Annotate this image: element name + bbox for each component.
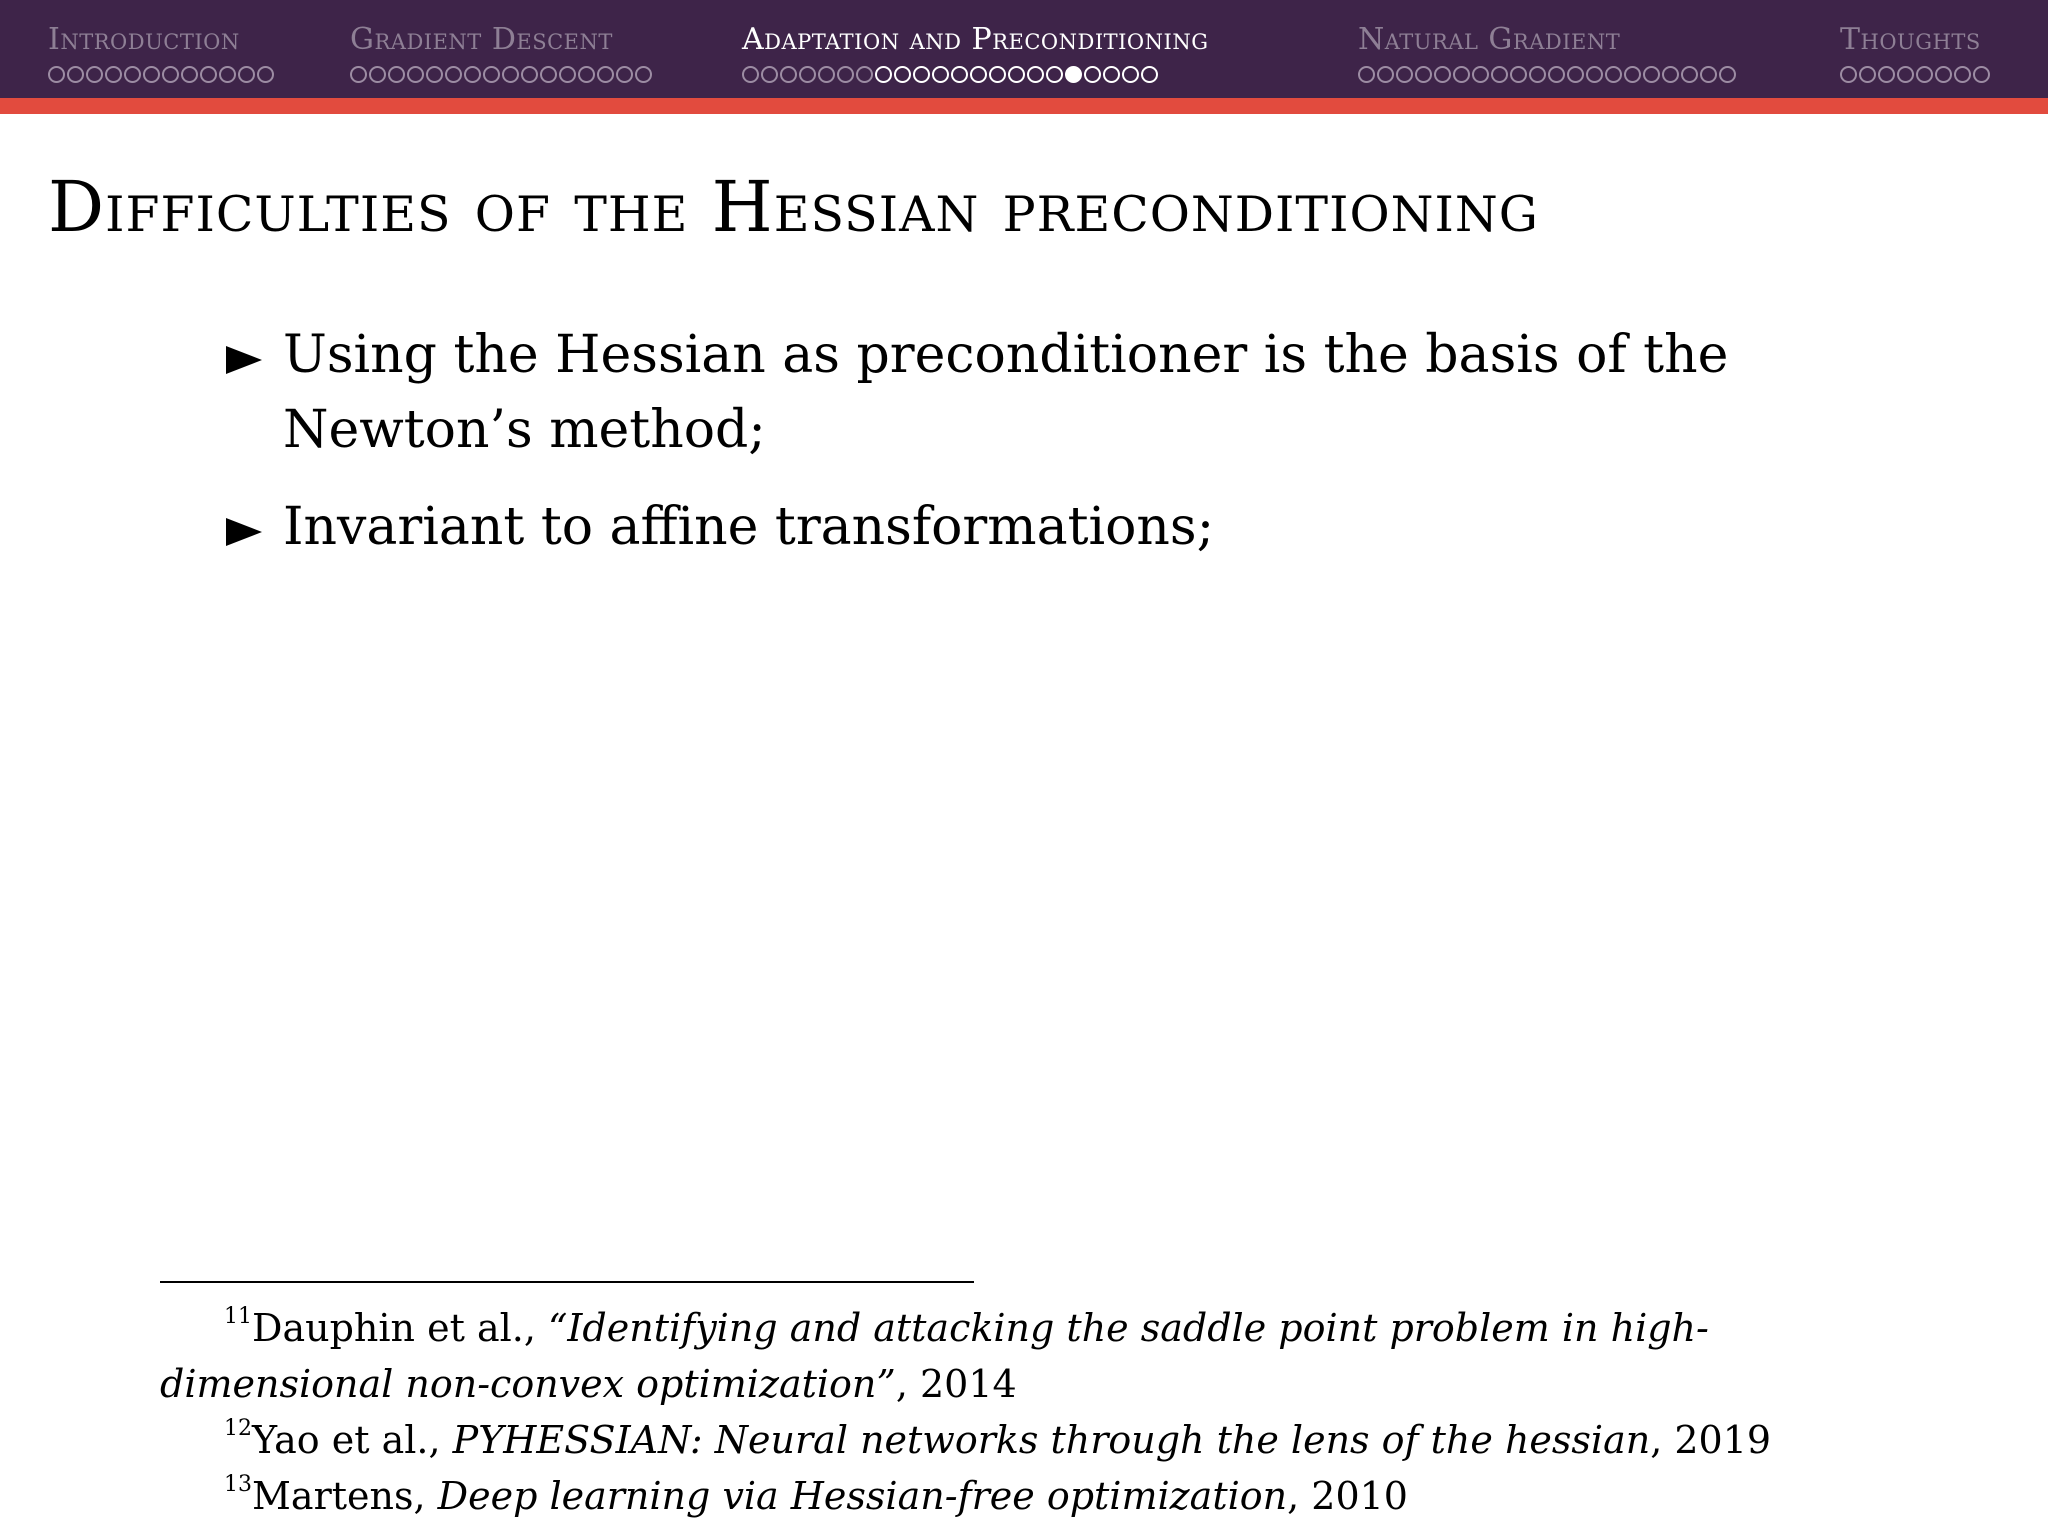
nav-dot[interactable]	[894, 66, 911, 83]
nav-dot[interactable]	[181, 66, 198, 83]
bullet-item	[226, 318, 1846, 468]
nav-dot[interactable]	[875, 66, 892, 83]
navigation-bar	[0, 0, 2048, 98]
nav-section-title[interactable]: Thoughts	[1840, 22, 1981, 57]
nav-section-title[interactable]: Introduction	[48, 22, 240, 57]
nav-dot[interactable]	[951, 66, 968, 83]
nav-dot-current[interactable]	[1065, 66, 1082, 83]
nav-dot[interactable]	[219, 66, 236, 83]
footnote-work: “Identifying and attacking the saddle point problem in high-dimensional non-convex optimization”	[160, 1306, 1709, 1406]
nav-dot[interactable]	[597, 66, 614, 83]
nav-dot[interactable]	[388, 66, 405, 83]
nav-dot[interactable]	[1935, 66, 1952, 83]
footnote-rule	[160, 1281, 974, 1283]
nav-dot[interactable]	[1567, 66, 1584, 83]
nav-dot[interactable]	[521, 66, 538, 83]
nav-dot[interactable]	[540, 66, 557, 83]
nav-dot[interactable]	[856, 66, 873, 83]
nav-dot[interactable]	[1396, 66, 1413, 83]
nav-dot[interactable]	[799, 66, 816, 83]
nav-dot[interactable]	[1358, 66, 1375, 83]
nav-dot[interactable]	[502, 66, 519, 83]
nav-dot[interactable]	[48, 66, 65, 83]
nav-dot[interactable]	[1624, 66, 1641, 83]
footnote-number: 12	[224, 1416, 252, 1441]
nav-section-dots	[48, 66, 274, 83]
nav-dot[interactable]	[970, 66, 987, 83]
nav-dot[interactable]	[1529, 66, 1546, 83]
nav-dot[interactable]	[407, 66, 424, 83]
nav-dot[interactable]	[1510, 66, 1527, 83]
footnote-year: , 2014	[895, 1362, 1017, 1406]
accent-stripe	[0, 98, 2048, 114]
nav-dot[interactable]	[1141, 66, 1158, 83]
nav-dot[interactable]	[1122, 66, 1139, 83]
nav-dot[interactable]	[1586, 66, 1603, 83]
bullet-triangle-icon	[226, 518, 262, 546]
footnote-work: Deep learning via Hessian-free optimization	[437, 1474, 1288, 1518]
nav-dot[interactable]	[1859, 66, 1876, 83]
nav-section-dots	[350, 66, 652, 83]
nav-dot[interactable]	[238, 66, 255, 83]
nav-section-title[interactable]: Gradient Descent	[350, 22, 613, 57]
nav-dot[interactable]	[67, 66, 84, 83]
nav-section-dots	[1358, 66, 1736, 83]
nav-section-dots	[1840, 66, 1990, 83]
nav-dot[interactable]	[1954, 66, 1971, 83]
nav-dot[interactable]	[1377, 66, 1394, 83]
nav-dot[interactable]	[1434, 66, 1451, 83]
nav-dot[interactable]	[1027, 66, 1044, 83]
bullet-text: Invariant to affine transformations;	[283, 497, 1215, 557]
nav-dot[interactable]	[818, 66, 835, 83]
nav-dot[interactable]	[200, 66, 217, 83]
nav-dot[interactable]	[742, 66, 759, 83]
nav-dot[interactable]	[1103, 66, 1120, 83]
nav-dot[interactable]	[1897, 66, 1914, 83]
footnote-author: Yao et al.,	[252, 1418, 453, 1462]
footnote-year: , 2010	[1287, 1474, 1408, 1518]
nav-dot[interactable]	[257, 66, 274, 83]
nav-dot[interactable]	[989, 66, 1006, 83]
nav-dot[interactable]	[483, 66, 500, 83]
nav-dot[interactable]	[124, 66, 141, 83]
bullet-triangle-icon	[226, 346, 262, 374]
nav-dot[interactable]	[1700, 66, 1717, 83]
footnote	[160, 1468, 1880, 1524]
nav-dot[interactable]	[162, 66, 179, 83]
nav-dot[interactable]	[369, 66, 386, 83]
nav-dot[interactable]	[1681, 66, 1698, 83]
nav-dot[interactable]	[761, 66, 778, 83]
nav-dot[interactable]	[1643, 66, 1660, 83]
nav-dot[interactable]	[616, 66, 633, 83]
nav-dot[interactable]	[559, 66, 576, 83]
footnote-number: 13	[224, 1472, 252, 1497]
footnotes	[160, 1300, 1880, 1524]
nav-dot[interactable]	[445, 66, 462, 83]
nav-dot[interactable]	[143, 66, 160, 83]
bullet-item	[226, 490, 1846, 565]
nav-dot[interactable]	[1916, 66, 1933, 83]
footnote-number: 11	[224, 1304, 252, 1329]
footnote-year: , 2019	[1650, 1418, 1772, 1462]
footnote	[160, 1300, 1880, 1412]
nav-dot[interactable]	[1046, 66, 1063, 83]
footnote-author: Dauphin et al.,	[252, 1306, 548, 1350]
nav-dot[interactable]	[1662, 66, 1679, 83]
nav-dot[interactable]	[86, 66, 103, 83]
nav-dot[interactable]	[837, 66, 854, 83]
nav-section-title[interactable]: Natural Gradient	[1358, 22, 1621, 57]
nav-dot[interactable]	[1084, 66, 1101, 83]
bullet-list	[226, 318, 1846, 587]
nav-dot[interactable]	[932, 66, 949, 83]
nav-dot[interactable]	[1491, 66, 1508, 83]
slide-title: Difficulties of the Hessian preconditioning	[48, 166, 1539, 248]
nav-dot[interactable]	[1973, 66, 1990, 83]
nav-dot[interactable]	[780, 66, 797, 83]
nav-dot[interactable]	[635, 66, 652, 83]
nav-dot[interactable]	[426, 66, 443, 83]
nav-dot[interactable]	[913, 66, 930, 83]
nav-dot[interactable]	[1719, 66, 1736, 83]
nav-dot[interactable]	[1415, 66, 1432, 83]
bullet-text: Using the Hessian as preconditioner is the basis of the Newton’s method;	[283, 325, 1729, 460]
footnote-work: PYHESSIAN: Neural networks through the lens of the hessian	[452, 1418, 1651, 1462]
nav-dot[interactable]	[1878, 66, 1895, 83]
nav-dot[interactable]	[1472, 66, 1489, 83]
nav-section-dots	[742, 66, 1158, 83]
nav-dot[interactable]	[1548, 66, 1565, 83]
nav-dot[interactable]	[105, 66, 122, 83]
nav-dot[interactable]	[350, 66, 367, 83]
nav-dot[interactable]	[1840, 66, 1857, 83]
nav-dot[interactable]	[1453, 66, 1470, 83]
nav-dot[interactable]	[1008, 66, 1025, 83]
nav-dot[interactable]	[464, 66, 481, 83]
footnote	[160, 1412, 1880, 1468]
nav-dot[interactable]	[578, 66, 595, 83]
nav-dot[interactable]	[1605, 66, 1622, 83]
nav-section-title[interactable]: Adaptation and Preconditioning	[742, 22, 1209, 57]
footnote-author: Martens,	[252, 1474, 438, 1518]
